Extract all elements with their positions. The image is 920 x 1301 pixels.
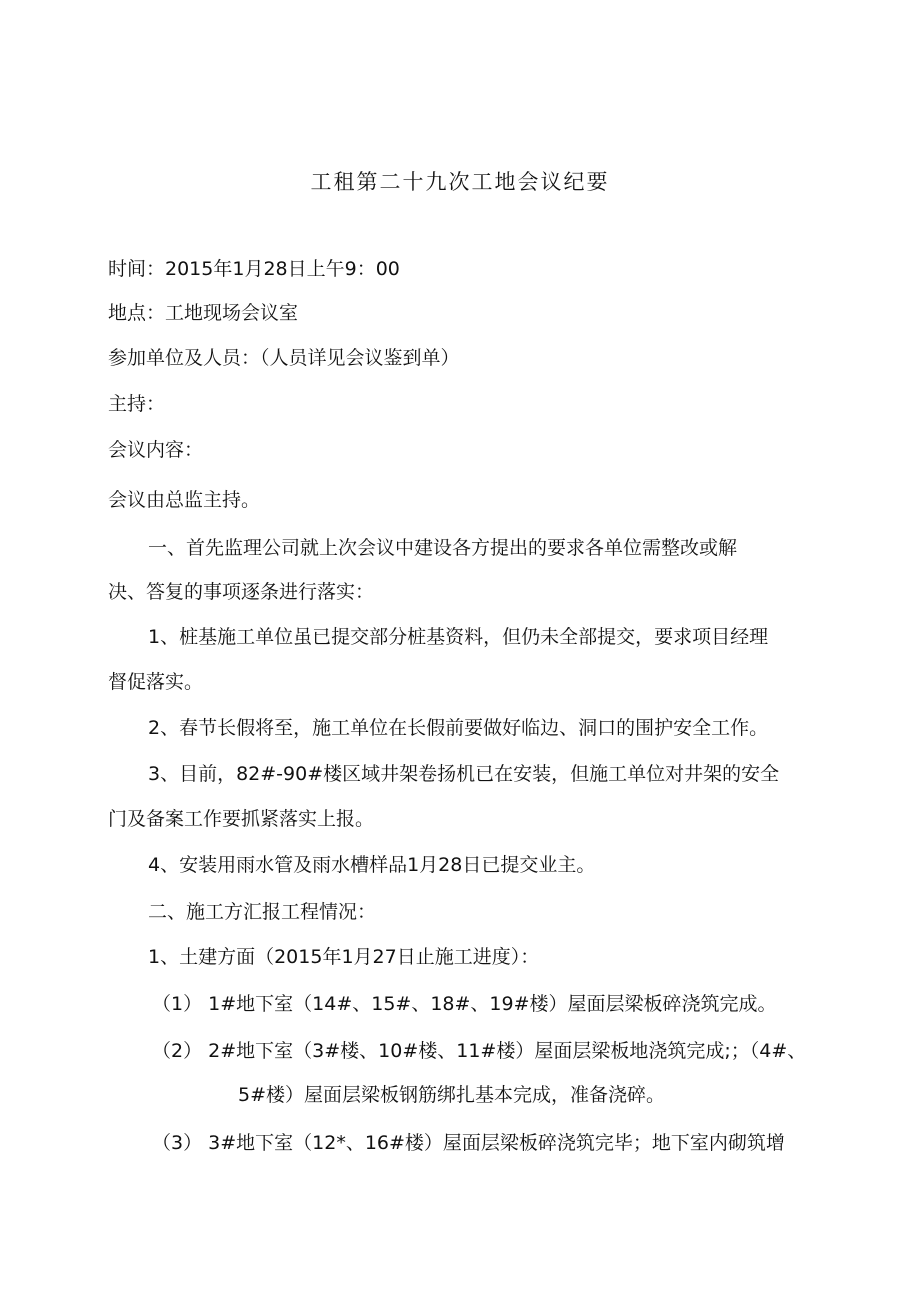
section2-heading: 二、施工方汇报工程情况： xyxy=(148,901,377,923)
section1-item4: 4、安装用雨水管及雨水槽样品1月28日已提交业主。 xyxy=(148,854,596,876)
section2-point1: （1） 1#地下室（14#、15#、18#、19#楼）屋面层梁板碎浇筑完成。 xyxy=(152,993,777,1015)
section1-item3-line2: 门及备案工作要抓紧落实上报。 xyxy=(108,808,375,830)
section1-intro-line1: 一、首先监理公司就上次会议中建设各方提出的要求各单位需整改或解 xyxy=(148,537,738,559)
section2-sub1-heading: 1、土建方面（2015年1月27日止施工进度）： xyxy=(148,946,540,968)
content-heading: 会议内容： xyxy=(108,439,204,461)
section1-item3-line1: 3、目前，82#-90#楼区域井架卷扬机已在安装，但施工单位对井架的安全 xyxy=(148,763,780,785)
document-title: 工租第二十九次工地会议纪要 xyxy=(310,170,610,194)
section1-item1-line1: 1、桩基施工单位虽已提交部分桩基资料，但仍未全部提交，要求项目经理 xyxy=(148,626,769,648)
meeting-time: 时间：2015年1月28日上午9：00 xyxy=(108,258,400,280)
chaired-by: 会议由总监主持。 xyxy=(108,489,261,511)
section2-point2-line2: 5#楼）屋面层梁板钢筋绑扎基本完成，准备浇碎。 xyxy=(238,1084,666,1106)
section1-item1-line2: 督促落实。 xyxy=(108,671,204,693)
meeting-attendees: 参加单位及人员：（人员详见会议鉴到单） xyxy=(108,347,460,369)
section1-intro-line2: 决、答复的事项逐条进行落实： xyxy=(108,581,375,603)
section2-point2-line1: （2） 2#地下室（3#楼、10#楼、11#楼）屋面层梁板地浇筑完成;；（4#、 xyxy=(152,1040,807,1062)
meeting-location: 地点：工地现场会议室 xyxy=(108,302,299,324)
meeting-host: 主持： xyxy=(108,393,166,415)
section2-point3-line1: （3） 3#地下室（12*、16#楼）屋面层梁板碎浇筑完毕；地下室内砌筑增 xyxy=(152,1132,785,1154)
section1-item2: 2、春节长假将至，施工单位在长假前要做好临边、洞口的围护安全工作。 xyxy=(148,717,769,739)
